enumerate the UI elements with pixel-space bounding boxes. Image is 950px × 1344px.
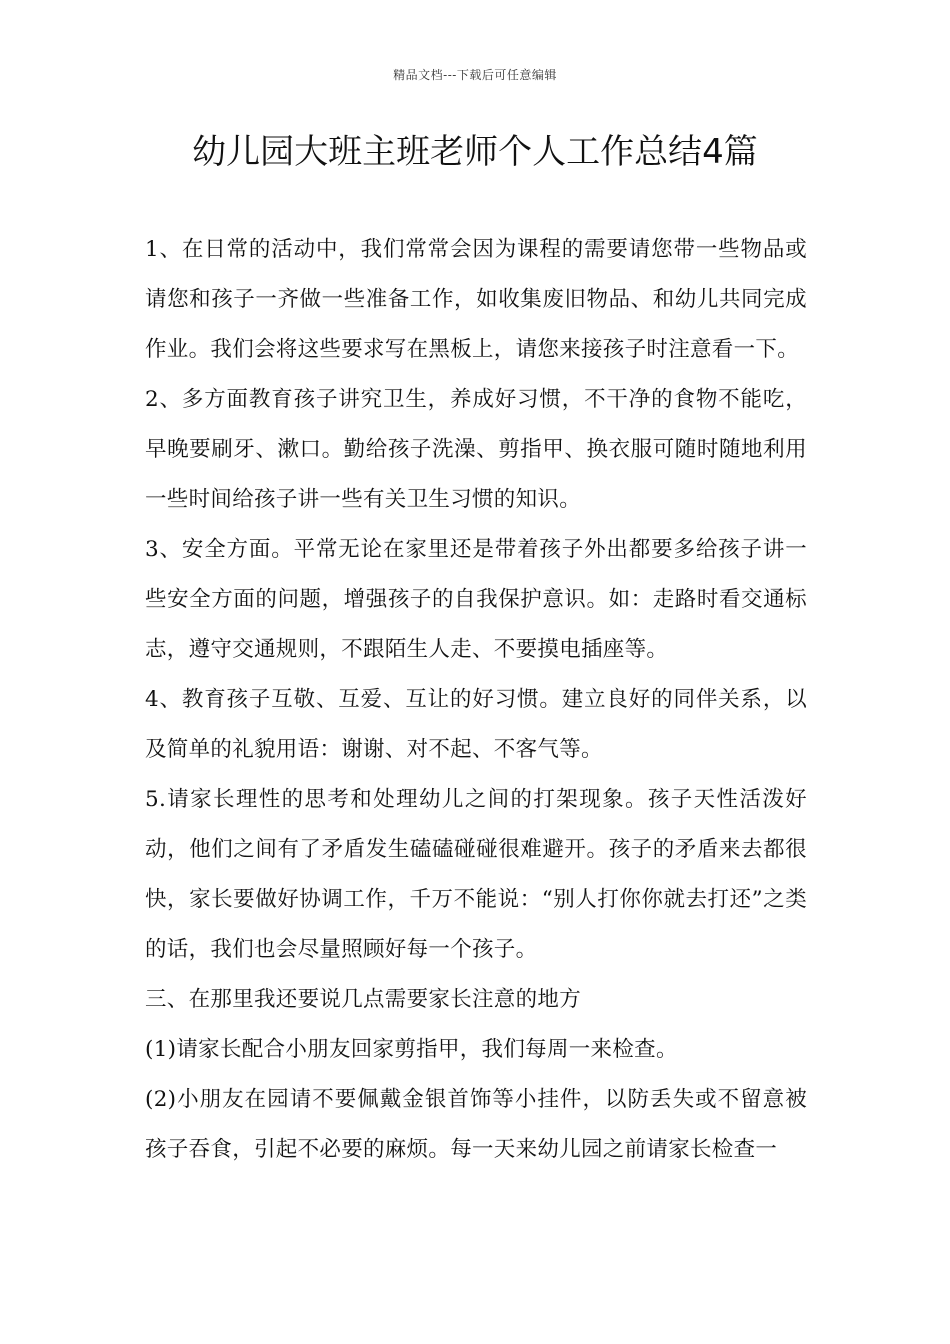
paragraph-2: 2、多方面教育孩子讲究卫生，养成好习惯，不干净的食物不能吃，早晚要刷牙、漱口。勤给孩子洗澡、剪指甲、换衣服可随时随地利用一些时间给孩子讲一些有关卫生习惯的知识。 [145,387,807,512]
header-note: 精品文档---下载后可任意编辑 [393,68,557,82]
paragraph-1: 1、在日常的活动中，我们常常会因为课程的需要请您带一些物品或请您和孩子一齐做一些准备工作，如收集废旧物品、和幼儿共同完成作业。我们会将这些要求写在黑板上，请您来接孩子时注意看一下。 [145,237,807,362]
paragraph-5: 5.请家长理性的思考和处理幼儿之间的打架现象。孩子天性活泼好动，他们之间有了矛盾发生磕磕碰碰很难避开。孩子的矛盾来去都很快，家长要做好协调工作，千万不能说：“别人打你你就去打还”之类的话，我们也会尽量照顾好每一个孩子。 [145,787,807,962]
list-item-1: (1)请家长配合小朋友回家剪指甲，我们每周一来检查。 [145,1037,678,1062]
paragraph-4: 4、教育孩子互敬、互爱、互让的好习惯。建立良好的同伴关系，以及简单的礼貌用语：谢谢、对不起、不客气等。 [145,687,807,762]
section-heading-3: 三、在那里我还要说几点需要家长注意的地方 [145,987,582,1012]
document-title: 幼儿园大班主班老师个人工作总结4篇 [192,132,758,172]
list-item-2: (2)小朋友在园请不要佩戴金银首饰等小挂件，以防丢失或不留意被孩子吞食，引起不必要的麻烦。每一天来幼儿园之前请家长检查一 [145,1087,807,1162]
document-body [145,225,807,1175]
paragraph-3: 3、安全方面。平常无论在家里还是带着孩子外出都要多给孩子讲一些安全方面的问题，增强孩子的自我保护意识。如：走路时看交通标志，遵守交通规则，不跟陌生人走、不要摸电插座等。 [145,537,807,662]
